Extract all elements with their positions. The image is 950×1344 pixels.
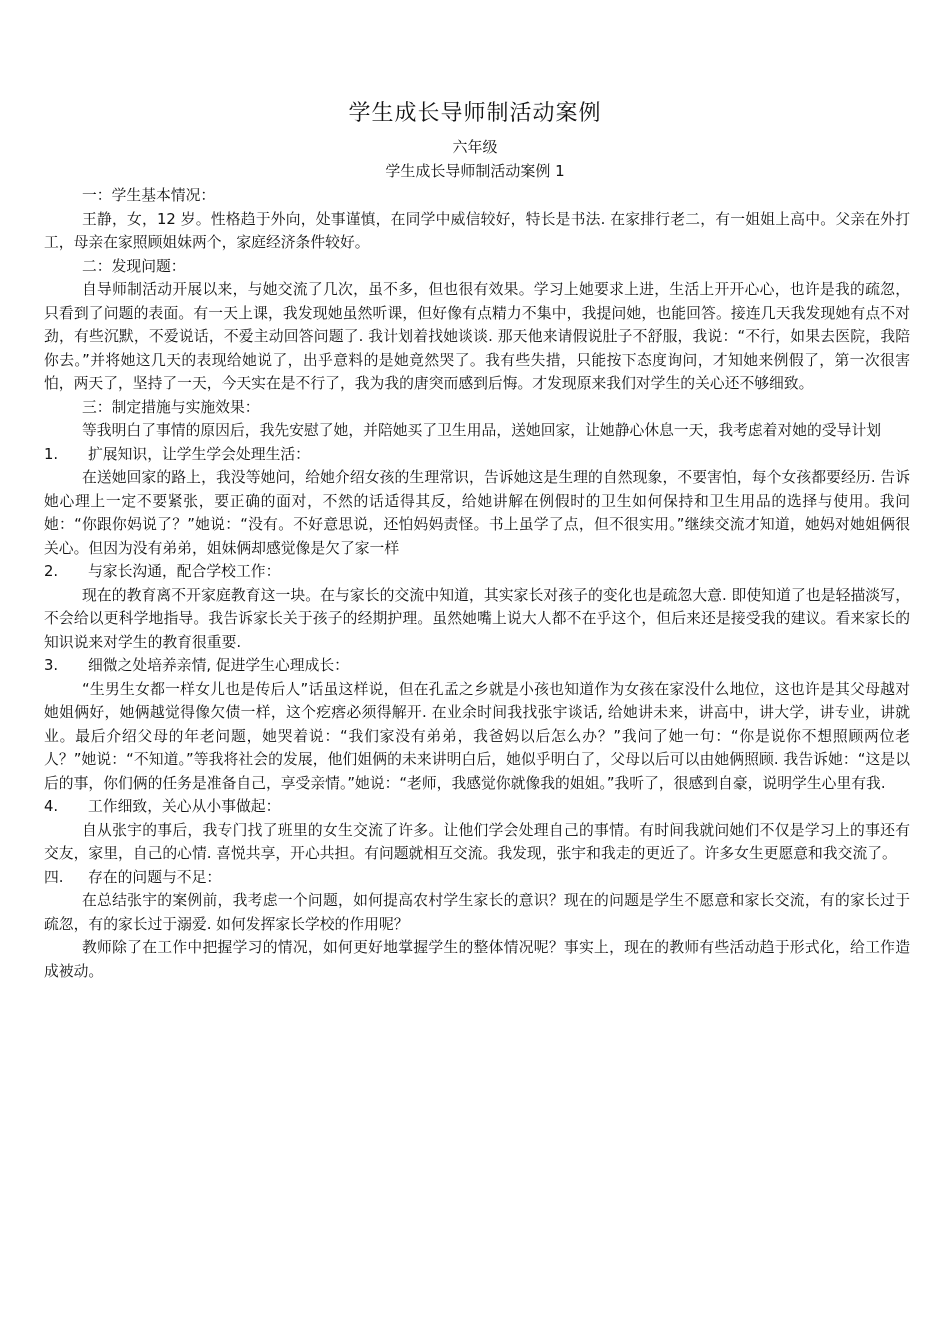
section-heading-shortcomings [44, 866, 910, 890]
measure-title: 与家长沟通，配合学校工作： [88, 563, 281, 580]
paragraph-shortcomings-1: 在总结张宇的案例前，我考虑一个问题，如何提高农村学生家长的意识？现在的问题是学生不愿意和家长交流，有的家长过于疏忽，有的家长过于溺爱. 如何发挥家长学校的作用呢？ [44, 892, 910, 933]
paragraph-basic-info: 王静，女，12 岁。性格趋于外向，处事谨慎，在同学中威信较好，特长是书法. 在家排行老二，有一姐姐上高中。父亲在外打工，母亲在家照顾姐妹两个，家庭经济条件较好。 [44, 210, 910, 251]
section-title: 存在的问题与不足： [88, 868, 222, 886]
measure-number: 4. [44, 798, 59, 815]
measure-number: 3. [44, 657, 59, 674]
section-number: 四. [44, 868, 64, 886]
paragraph-shortcomings-2: 教师除了在工作中把握学习的情况，如何更好地掌握学生的整体情况呢？事实上，现在的教师有些活动趋于形式化，给工作造成被动。 [44, 939, 910, 980]
measure-title: 工作细致，关心从小事做起： [88, 798, 281, 815]
measure-heading-4 [44, 795, 910, 819]
paragraph-problem: 自导师制活动开展以来，与她交流了几次，虽不多，但也很有效果。学习上她要求上进，生活上开开心心，也许是我的疏忽，只看到了问题的表面。有一天上课，我发现她虽然听课，但好像有点精力不集中，我提问她，也能回答。接连几天我发现她有点不对劲，有些沉默，不爱说话，不爱主动回答问题了. 我计划着找她谈谈. 那天他来请假说肚子不舒服，我说：“不行，如果去医院，我陪你去。”并将她这几天的表现给她说了，出乎意料的是她竟然哭了。我有些失措，只能按下态度询问，才知她来例假了，第一次很害怕，两天了，坚持了一天，今天实在是不行了，我为我的唐突而感到后悔。才发现原来我们对学生的关心还不够细致。 [44, 281, 910, 392]
measure-title: 细微之处培养亲情, 促进学生心理成长： [88, 657, 349, 674]
case-title: 学生成长导师制活动案例 1 [385, 162, 565, 180]
paragraph-measure-2: 现在的教育离不开家庭教育这一块。在与家长的交流中知道，其实家长对孩子的变化也是疏忽大意. 即使知道了也是轻描淡写，不会给以更科学地指导。我告诉家长关于孩子的经期护理。虽然她嘴上说大人都不在乎这个，但后来还是接受我的建议。看来家长的知识说来对学生的教育很重要. [44, 586, 910, 651]
grade-label: 六年级 [452, 138, 498, 156]
measure-number: 1. [44, 445, 59, 463]
document-body [44, 184, 910, 983]
measure-number: 2. [44, 563, 59, 580]
measure-heading-1 [44, 443, 910, 467]
document-title: 学生成长导师制活动案例 [348, 101, 602, 126]
paragraph-measure-4: 自从张宇的事后，我专门找了班里的女生交流了许多。让他们学会处理自己的事情。有时间我就问她们不仅是学习上的事还有交友，家里，自己的心情. 喜悦共享，开心共担。有问题就相互交流。我发现，张宇和我走的更近了。许多女生更愿意和我交流了。 [44, 821, 910, 862]
section-heading-measures: 三：制定措施与实施效果： [82, 398, 260, 416]
measure-heading-3 [44, 654, 910, 678]
section-heading-basic-info: 一：学生基本情况： [82, 187, 216, 204]
measure-heading-2 [44, 560, 910, 584]
paragraph-measures: 等我明白了事情的原因后，我先安慰了她，并陪她买了卫生用品，送她回家，让她静心休息一天，我考虑着对她的受导计划 [82, 422, 882, 439]
paragraph-measure-1: 在送她回家的路上，我没等她问，给她介绍女孩的生理常识，告诉她这是生理的自然现象，不要害怕，每个女孩都要经历. 告诉她心理上一定不要紧张，要正确的面对，不然的话适得其反，给她讲解在例假时的卫生如何保持和卫生用品的选择与使用。我问她：“你跟你妈说了？”她说：“没有。不好意思说，还怕妈妈责怪。书上虽学了点，但不很实用。”继续交流才知道，她妈对她姐俩很关心。但因为没有弟弟，姐妹俩却感觉像是欠了家一样 [44, 469, 910, 557]
measure-title: 扩展知识，让学生学会处理生活： [88, 445, 310, 463]
section-heading-problem: 二：发现问题： [82, 257, 186, 275]
paragraph-measure-3: “生男生女都一样女儿也是传后人”话虽这样说，但在孔孟之乡就是小孩也知道作为女孩在家没什么地位，这也许是其父母越对她姐俩好，她俩越觉得像欠债一样，这个疙瘩必须得解开. 在业余时间我找张宇谈话, 给她讲未来，讲高中，讲大学，讲专业，讲就业。最后介绍父母的年老问题，她哭着说：“我们家没有弟弟，我爸妈以后怎么办？”我问了她一句：“你是说你不想照顾两位老人？”她说：“不知道。”等我将社会的发展，他们姐俩的未来讲明白后，她似乎明白了，父母以后可以由她俩照顾. 我告诉她：“这是以后的事，你们俩的任务是准备自己，享受亲情。”她说：“老师，我感觉你就像我的姐姐。”我听了，很感到自豪，说明学生心里有我. [44, 680, 910, 792]
